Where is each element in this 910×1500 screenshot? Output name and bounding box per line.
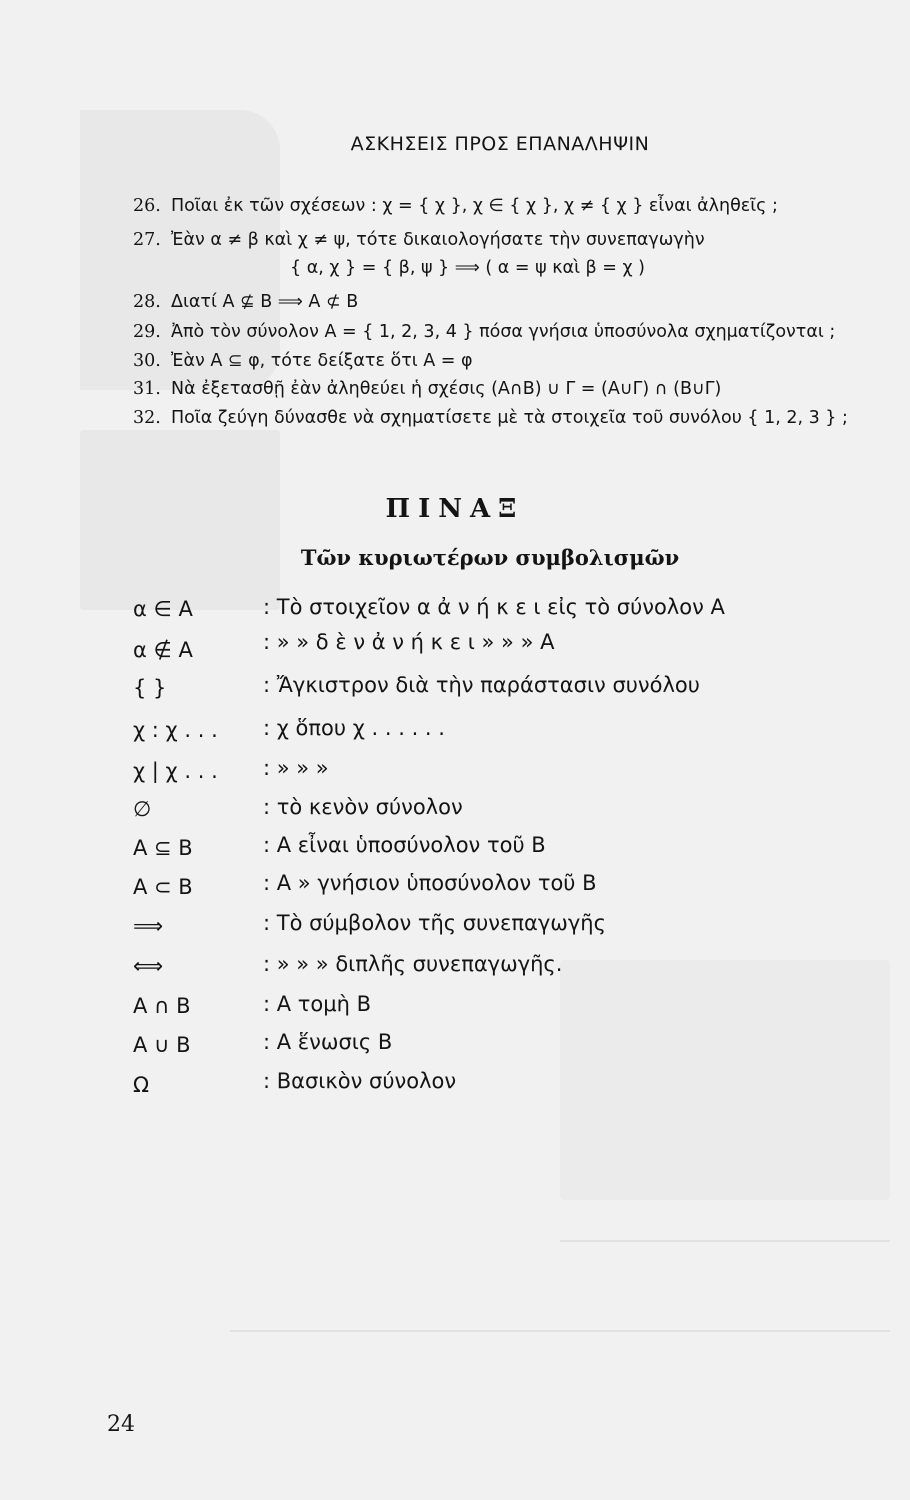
symbol-subset: A ⊆ B <box>133 836 193 860</box>
exercise-number: 28. <box>133 292 161 312</box>
meaning-empty-set: : τὸ κενὸν σύνολον <box>263 795 463 819</box>
exercise-30 <box>133 351 473 371</box>
symbol-intersection: A ∩ B <box>133 994 191 1018</box>
symbol-union: A ∪ B <box>133 1033 191 1057</box>
symbol-double-implication: ⟺ <box>133 954 164 978</box>
meaning-set-builder-bar: : » » » <box>263 756 329 780</box>
exercise-29 <box>133 322 835 342</box>
exercise-31 <box>133 379 721 399</box>
page-heading: ΑΣΚΗΣΕΙΣ ΠΡΟΣ ΕΠΑΝΑΛΗΨΙΝ <box>350 133 650 155</box>
meaning-braces: : Ἄγκιστρον διὰ τὴν παράστασιν συνόλου <box>263 673 700 697</box>
exercise-text: Ποῖαι ἐκ τῶν σχέσεων : χ = { χ }, χ ∈ { χ }, χ ≠ { χ } εἶναι ἀληθεῖς ; <box>171 196 778 216</box>
meaning-double-implication: : » » » διπλῆς συνεπαγωγῆς. <box>263 952 563 976</box>
exercise-number: 26. <box>133 196 161 216</box>
show-through-line <box>230 1330 890 1332</box>
meaning-not-element-of: : » » δ ὲ ν ἀ ν ή κ ε ι » » » A <box>263 630 555 654</box>
exercise-text: Ἀπὸ τὸν σύνολον A = { 1, 2, 3, 4 } πόσα γνήσια ὑποσύνολα σχηματίζονται ; <box>171 322 836 342</box>
exercise-text: Ποῖα ζεύγη δύνασθε νὰ σχηματίσετε μὲ τὰ στοιχεῖα τοῦ συνόλου { 1, 2, 3 } ; <box>171 408 848 428</box>
symbol-braces: { } <box>133 676 167 700</box>
page-number: 24 <box>107 1412 135 1437</box>
exercise-number: 27. <box>133 230 161 250</box>
meaning-proper-subset: : A » γνήσιον ὑποσύνολον τοῦ B <box>263 871 597 895</box>
table-subtitle: Τῶν κυριωτέρων συμβολισμῶν <box>300 545 680 570</box>
exercise-text: Ἐὰν A ⊆ φ, τότε δείξατε ὅτι A = φ <box>171 351 473 371</box>
exercise-text: Νὰ ἐξετασθῇ ἐὰν ἀληθεύει ἡ σχέσις (A∩B) ∪ Γ = (A∪Γ) ∩ (B∪Γ) <box>171 379 722 399</box>
symbol-set-builder-bar: χ | χ . . . <box>133 759 218 783</box>
table-title: ΠΙΝΑΞ <box>385 494 525 524</box>
exercise-28 <box>133 292 358 312</box>
symbol-element-of: α ∈ A <box>133 597 193 621</box>
exercise-number: 31. <box>133 379 161 399</box>
exercise-number: 32. <box>133 408 161 428</box>
symbol-empty-set: ∅ <box>133 797 152 821</box>
symbol-implication: ⟹ <box>133 914 164 938</box>
exercise-32 <box>133 408 848 428</box>
symbol-not-element-of: α ∉ A <box>133 638 193 662</box>
exercise-number: 30. <box>133 351 161 371</box>
show-through-line <box>560 1240 890 1242</box>
exercise-number: 29. <box>133 322 161 342</box>
symbol-proper-subset: A ⊂ B <box>133 875 193 899</box>
meaning-universal-set: : Βασικὸν σύνολον <box>263 1069 457 1093</box>
exercise-27 <box>133 230 705 250</box>
meaning-element-of: : Τὸ στοιχεῖον α ἀ ν ή κ ε ι εἰς τὸ σύνολον A <box>263 595 725 619</box>
exercise-text: Ἐὰν α ≠ β καὶ χ ≠ ψ, τότε δικαιολογήσατε τὴν συνεπαγωγὴν <box>171 230 705 250</box>
show-through-table-shadow <box>560 960 890 1200</box>
exercise-text: Διατί A ⊈ B ⟹ A ⊄ B <box>171 292 359 312</box>
meaning-intersection: : A τομὴ B <box>263 992 372 1016</box>
meaning-subset: : A εἶναι ὑποσύνολον τοῦ B <box>263 833 546 857</box>
exercise-27-implication: { α, χ } = { β, ψ } ⟹ ( α = ψ καὶ β = χ ) <box>290 258 646 278</box>
meaning-set-builder-colon: : χ ὅπου χ . . . . . . <box>263 716 445 740</box>
symbol-universal-set: Ω <box>133 1073 150 1097</box>
meaning-union: : A ἕνωσις B <box>263 1030 393 1054</box>
exercise-26 <box>133 196 778 216</box>
symbol-set-builder-colon: χ : χ . . . <box>133 718 218 742</box>
meaning-implication: : Τὸ σύμβολον τῆς συνεπαγωγῆς <box>263 911 606 935</box>
